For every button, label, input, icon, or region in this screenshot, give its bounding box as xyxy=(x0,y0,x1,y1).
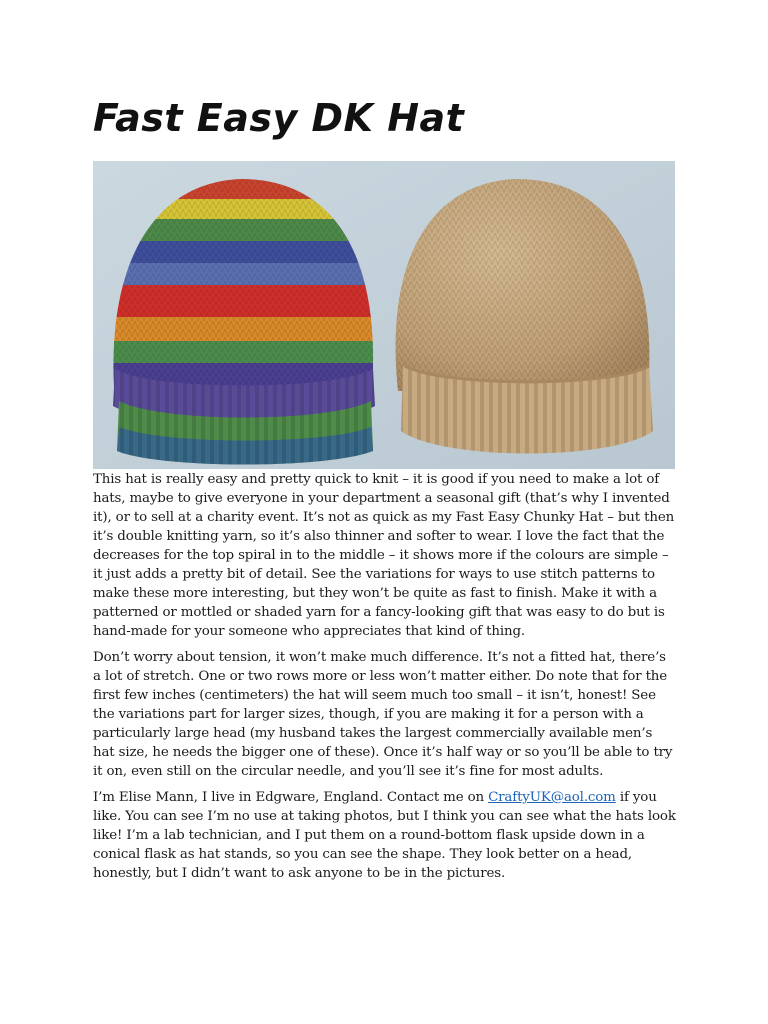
paragraph-author xyxy=(93,788,677,883)
paragraph-intro: This hat is really easy and pretty quick to knit – it is good if you need to make a lot of hats, maybe to give everyone in your department a seasonal gift (that’s why I invented it), or to sell at a charity event. It’s not as quick as my Fast Easy Chunky Hat – but then it’s double knitting yarn, so it’s also thinner and softer to wear. I love the fact that the decreases for the top spiral in to the middle – it shows more if the colours are simple – it just adds a pretty bit of detail. See the variations for ways to use stitch patterns to make these more interesting, but they won’t be quite as fast to finish. Make it with a patterned or mottled or shaded yarn for a fancy-looking gift that was easy to do but is hand-made for your someone who appreciates that kind of thing. xyxy=(93,472,675,639)
hats-photo xyxy=(93,161,675,469)
article-body xyxy=(93,470,677,890)
author-text-end: if you like. You can see I’m no use at taking photos, but I think you can see what the hats look like! I’m a lab technician, and I put them on a round-bottom flask upside down in a conical flask as hat stands, so you can see the shape. They look better on a head, honestly, but I didn’t want to ask anyone to be in the pictures. xyxy=(93,790,676,881)
author-text-start: I’m Elise Mann, I live in Edgware, England. Contact me on xyxy=(93,790,489,805)
paragraph-tension: Don’t worry about tension, it won’t make much difference. It’s not a fitted hat, there’s a lot of stretch. One or two rows more or less won’t matter either. Do note that for the first few inches (centimeters) the hat will seem much too small – it isn’t, honest! See the variations part for larger sizes, though, if you are making it for a person with a particularly large head (my husband takes the largest commercially available men’s hat size, he needs the bigger one of these). Once it’s half way or so you’ll be able to try it on, even still on the circular needle, and you’ll see it’s fine for most adults. xyxy=(93,650,673,779)
email-link[interactable]: CraftyUK@aol.com xyxy=(488,790,616,805)
page-title: Fast Easy DK Hat xyxy=(93,96,465,140)
